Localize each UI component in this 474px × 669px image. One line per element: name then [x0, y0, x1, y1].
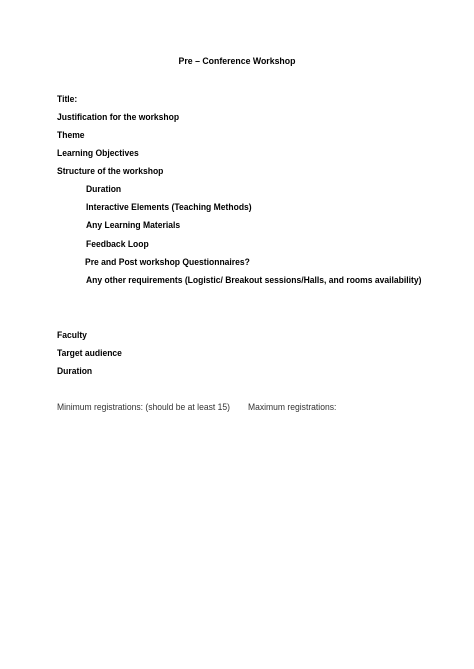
- field-justification: Justification for the workshop: [57, 112, 180, 123]
- page-title: Pre – Conference Workshop: [178, 56, 296, 67]
- structure-item-interactive: Interactive Elements (Teaching Methods): [86, 202, 252, 213]
- minimum-registrations: Minimum registrations: (should be at least 15): [57, 402, 230, 413]
- maximum-registrations: Maximum registrations:: [248, 402, 337, 413]
- structure-item-duration: Duration: [86, 184, 122, 195]
- structure-item-feedback: Feedback Loop: [86, 239, 149, 250]
- structure-item-learning-materials: Any Learning Materials: [86, 220, 181, 231]
- field-title: Title:: [57, 94, 78, 105]
- field-target-audience: Target audience: [57, 348, 122, 359]
- field-faculty: Faculty: [57, 330, 87, 341]
- field-structure: Structure of the workshop: [57, 166, 164, 177]
- field-theme: Theme: [57, 130, 85, 141]
- structure-item-questionnaires: Pre and Post workshop Questionnaires?: [85, 257, 250, 268]
- field-duration: Duration: [57, 366, 93, 377]
- structure-item-other: Any other requirements (Logistic/ Breakout sessions/Halls, and rooms availability): [86, 275, 422, 286]
- field-learning-objectives: Learning Objectives: [57, 148, 139, 159]
